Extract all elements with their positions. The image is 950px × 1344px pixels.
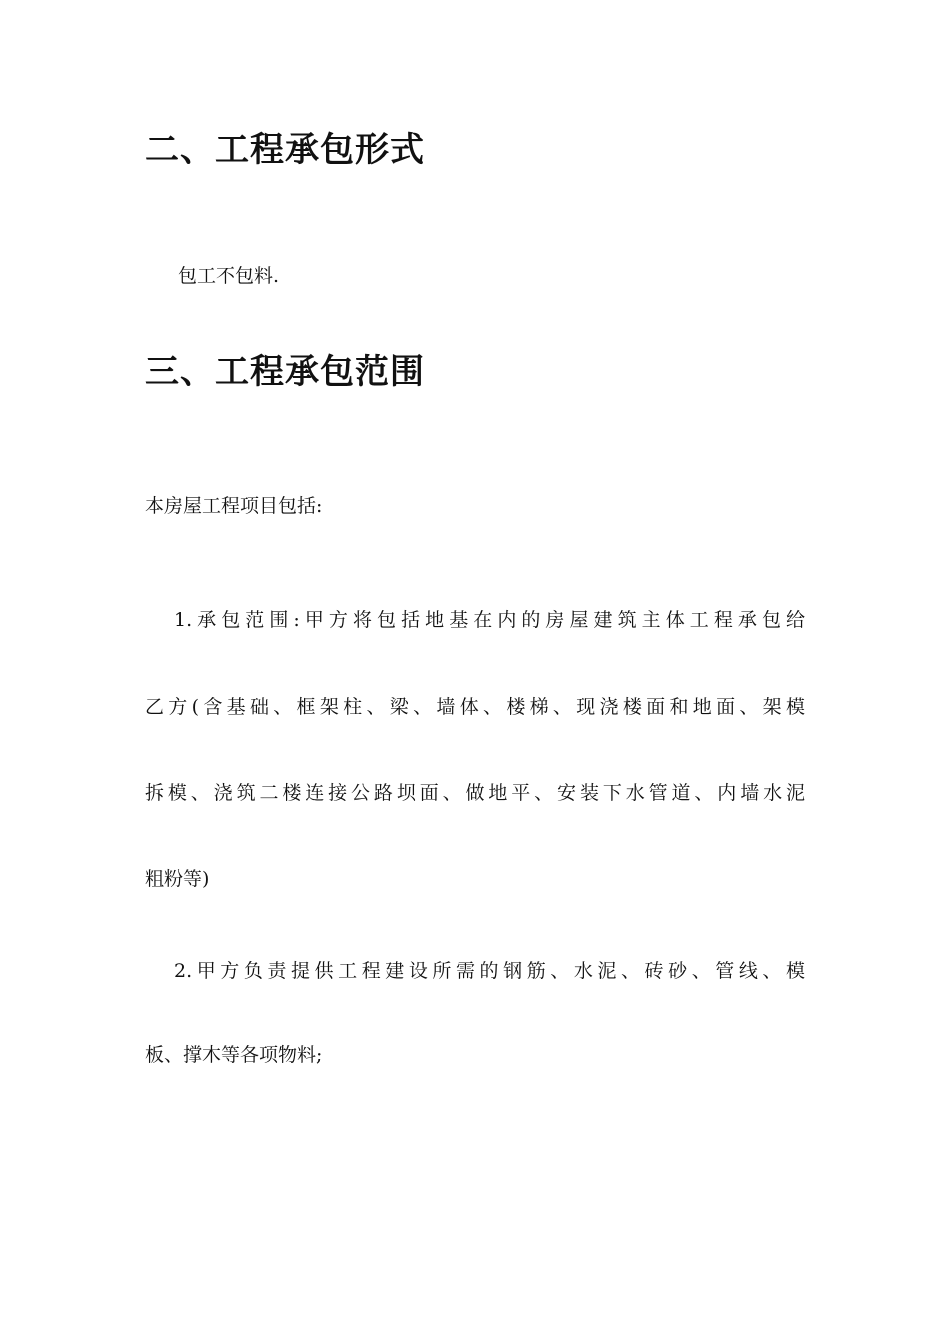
scope-item-1-line-4: 粗粉等) [145, 868, 210, 890]
section-heading-contract-form: 二、工程承包形式 [145, 130, 425, 170]
scope-intro-text: 本房屋工程项目包括: [145, 495, 323, 517]
scope-item-2-line-2: 板、撑木等各项物料; [145, 1044, 323, 1066]
scope-item-2-line-1: 2.甲方负责提供工程建设所需的钢筋、水泥、砖砂、管线、模 [174, 960, 805, 982]
scope-item-1-line-1: 1.承包范围:甲方将包括地基在内的房屋建筑主体工程承包给 [174, 609, 805, 631]
section-heading-contract-scope: 三、工程承包范围 [145, 352, 425, 392]
scope-item-1-line-2: 乙方(含基础、框架柱、梁、墙体、楼梯、现浇楼面和地面、架模 [145, 696, 805, 718]
contract-form-text: 包工不包料. [178, 265, 280, 287]
scope-item-1-line-3: 拆模、浇筑二楼连接公路坝面、做地平、安装下水管道、内墙水泥 [145, 782, 805, 804]
